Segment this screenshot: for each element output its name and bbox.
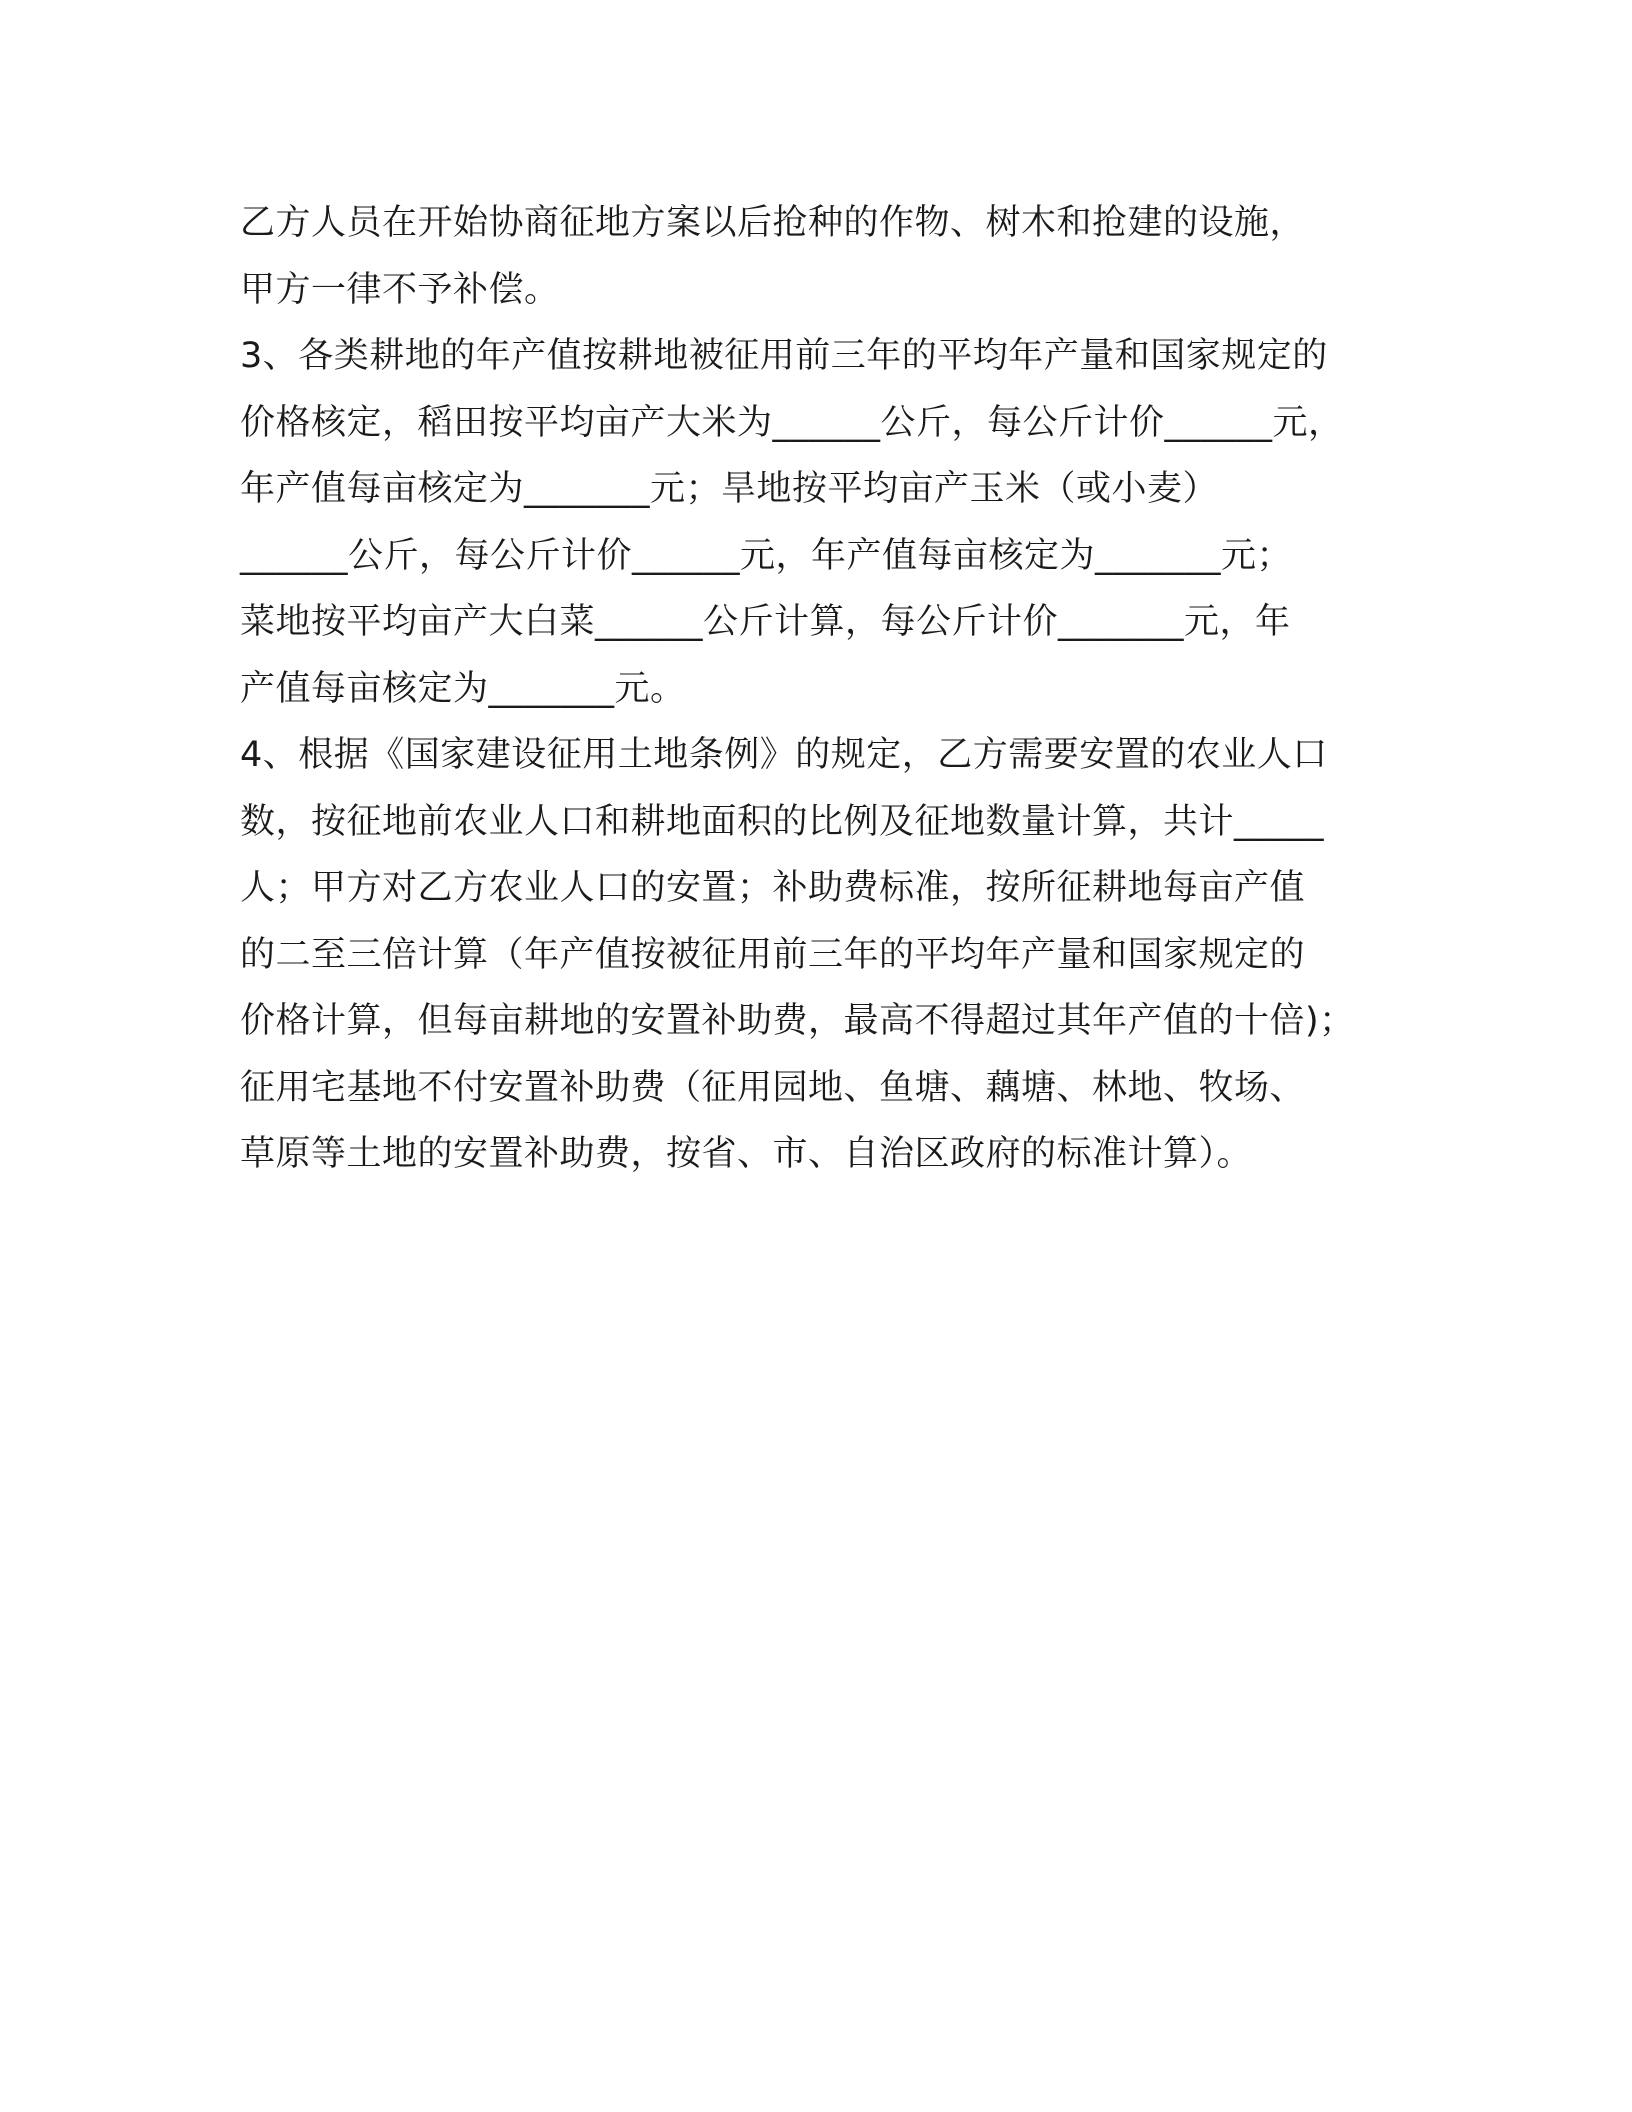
text-line: 草原等土地的安置补助费，按省、市、自治区政府的标准计算）。 — [240, 1134, 1253, 1174]
text-line: 4、根据《国家建设征用土地条例》的规定，乙方需要安置的农业人口 — [240, 735, 1328, 775]
text-line: 数，按征地前农业人口和耕地面积的比例及征地数量计算，共计_____ — [240, 801, 1325, 842]
text-line: 产值每亩核定为_______元。 — [240, 668, 686, 709]
text-line: 乙方人员在开始协商征地方案以后抢种的作物、树木和抢建的设施， — [240, 203, 1306, 243]
text-line: 菜地按平均亩产大白菜______公斤计算，每公斤计价_______元，年 — [240, 602, 1291, 642]
text-line: ______公斤，每公斤计价______元，年产值每亩核定为_______元； — [240, 535, 1293, 576]
text-line: 价格计算，但每亩耕地的安置补助费，最高不得超过其年产值的十倍)； — [240, 1001, 1355, 1041]
text-line: 年产值每亩核定为_______元；旱地按平均亩产玉米（或小麦） — [240, 469, 1219, 509]
text-line: 甲方一律不予补偿。 — [240, 269, 560, 310]
text-line: 人；甲方对乙方农业人口的安置；补助费标准，按所征耕地每亩产值 — [240, 868, 1306, 908]
text-line: 3、各类耕地的年产值按耕地被征用前三年的平均年产量和国家规定的 — [240, 336, 1328, 376]
body-text — [240, 190, 1420, 1188]
text-line: 的二至三倍计算（年产值按被征用前三年的平均年产量和国家规定的 — [240, 934, 1306, 975]
text-line: 价格核定，稻田按平均亩产大米为______公斤，每公斤计价______元， — [240, 402, 1344, 443]
text-line: 征用宅基地不付安置补助费（征用园地、鱼塘、藕塘、林地、牧场、 — [240, 1067, 1306, 1108]
